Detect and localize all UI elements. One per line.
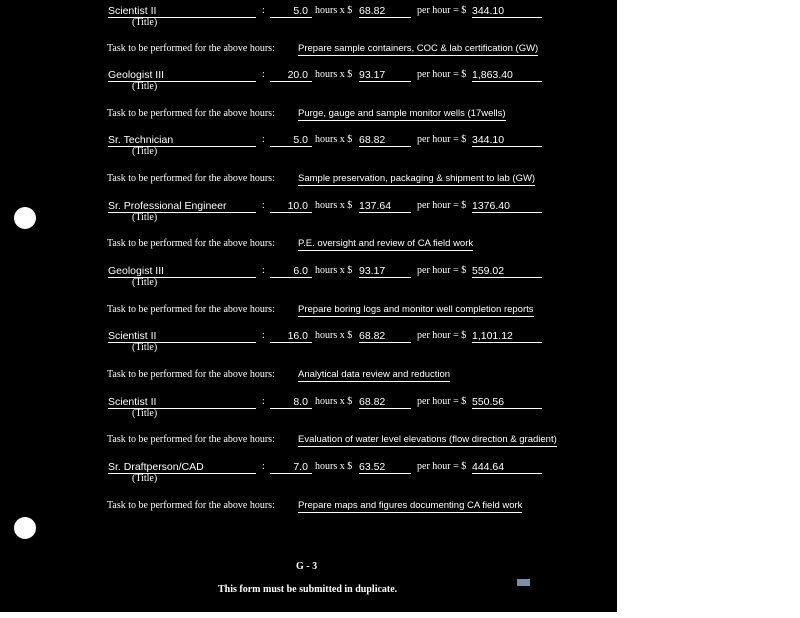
task-description: Sample preservation, packaging & shipment to lab (GW) (298, 173, 536, 184)
position-title: Sr. Professional Engineer (108, 200, 256, 213)
task-description: Prepare sample containers, COC & lab certification (GW) (298, 43, 539, 54)
task-label: Task to be performed for the above hours: (107, 173, 275, 184)
hours-value: 8.0 (270, 396, 312, 409)
per-hour-label: per hour = $ (417, 200, 467, 211)
title-caption: (Title) (132, 342, 158, 353)
title-caption: (Title) (132, 81, 158, 92)
title-caption: (Title) (132, 473, 158, 484)
position-title: Geologist III (108, 265, 256, 278)
hourly-rate: 137.64 (359, 200, 411, 213)
title-caption: (Title) (132, 146, 158, 157)
line-total: 1,863.40 (472, 69, 542, 82)
hours-value: 5.0 (270, 134, 312, 147)
position-title: Geologist III (108, 69, 256, 82)
task-label: Task to be performed for the above hours: (107, 304, 275, 315)
colon-separator: : (262, 200, 265, 211)
hourly-rate: 68.82 (359, 396, 411, 409)
hours-x-label: hours x $ (315, 396, 353, 407)
colon-separator: : (262, 5, 265, 16)
hours-value: 16.0 (270, 330, 312, 343)
hourly-rate: 68.82 (359, 330, 411, 343)
hourly-rate: 63.52 (359, 461, 411, 474)
binder-hole-bottom (14, 517, 36, 539)
line-total: 550.56 (472, 396, 542, 409)
hours-x-label: hours x $ (315, 200, 353, 211)
colon-separator: : (262, 69, 265, 80)
task-label: Task to be performed for the above hours: (107, 369, 275, 380)
line-total: 344.10 (472, 5, 542, 18)
line-total: 344.10 (472, 134, 542, 147)
hours-value: 5.0 (270, 5, 312, 18)
per-hour-label: per hour = $ (417, 265, 467, 276)
hourly-rate: 93.17 (359, 265, 411, 278)
colon-separator: : (262, 134, 265, 145)
position-title: Sr. Draftperson/CAD (108, 461, 256, 474)
task-label: Task to be performed for the above hours: (107, 500, 275, 511)
hours-value: 20.0 (270, 69, 312, 82)
line-total: 1376.40 (472, 200, 542, 213)
per-hour-label: per hour = $ (417, 330, 467, 341)
position-title: Sr. Technician (108, 134, 256, 147)
binder-hole-top (14, 207, 36, 229)
hours-value: 10.0 (270, 200, 312, 213)
page-number: G - 3 (296, 561, 318, 572)
stamp-mark (517, 579, 530, 586)
position-title: Scientist II (108, 330, 256, 343)
line-total: 444.64 (472, 461, 542, 474)
position-title: Scientist II (108, 5, 256, 18)
hours-x-label: hours x $ (315, 5, 353, 16)
per-hour-label: per hour = $ (417, 396, 467, 407)
task-description: Evaluation of water level elevations (flow direction & gradient) (298, 434, 557, 445)
position-title: Scientist II (108, 396, 256, 409)
colon-separator: : (262, 265, 265, 276)
per-hour-label: per hour = $ (417, 5, 467, 16)
task-label: Task to be performed for the above hours: (107, 108, 275, 119)
hours-x-label: hours x $ (315, 69, 353, 80)
hours-value: 7.0 (270, 461, 312, 474)
title-caption: (Title) (132, 408, 158, 419)
colon-separator: : (262, 330, 265, 341)
hours-x-label: hours x $ (315, 265, 353, 276)
hours-x-label: hours x $ (315, 461, 353, 472)
title-caption: (Title) (132, 277, 158, 288)
task-label: Task to be performed for the above hours: (107, 238, 275, 249)
task-description: P.E. oversight and review of CA field work (298, 238, 474, 249)
hourly-rate: 93.17 (359, 69, 411, 82)
line-total: 559.02 (472, 265, 542, 278)
hourly-rate: 68.82 (359, 134, 411, 147)
per-hour-label: per hour = $ (417, 134, 467, 145)
task-label: Task to be performed for the above hours: (107, 434, 275, 445)
per-hour-label: per hour = $ (417, 461, 467, 472)
title-caption: (Title) (132, 17, 158, 28)
hourly-rate: 68.82 (359, 5, 411, 18)
hours-x-label: hours x $ (315, 134, 353, 145)
task-description: Purge, gauge and sample monitor wells (17wells) (298, 108, 506, 119)
hours-x-label: hours x $ (315, 330, 353, 341)
per-hour-label: per hour = $ (417, 69, 467, 80)
task-label: Task to be performed for the above hours: (107, 43, 275, 54)
task-description: Prepare boring logs and monitor well completion reports (298, 304, 534, 315)
hours-value: 6.0 (270, 265, 312, 278)
colon-separator: : (262, 396, 265, 407)
duplicate-submission-note: This form must be submitted in duplicate. (218, 584, 398, 595)
task-description: Analytical data review and reduction (298, 369, 451, 380)
line-total: 1,101.12 (472, 330, 542, 343)
task-description: Prepare maps and figures documenting CA field work (298, 500, 523, 511)
title-caption: (Title) (132, 212, 158, 223)
colon-separator: : (262, 461, 265, 472)
